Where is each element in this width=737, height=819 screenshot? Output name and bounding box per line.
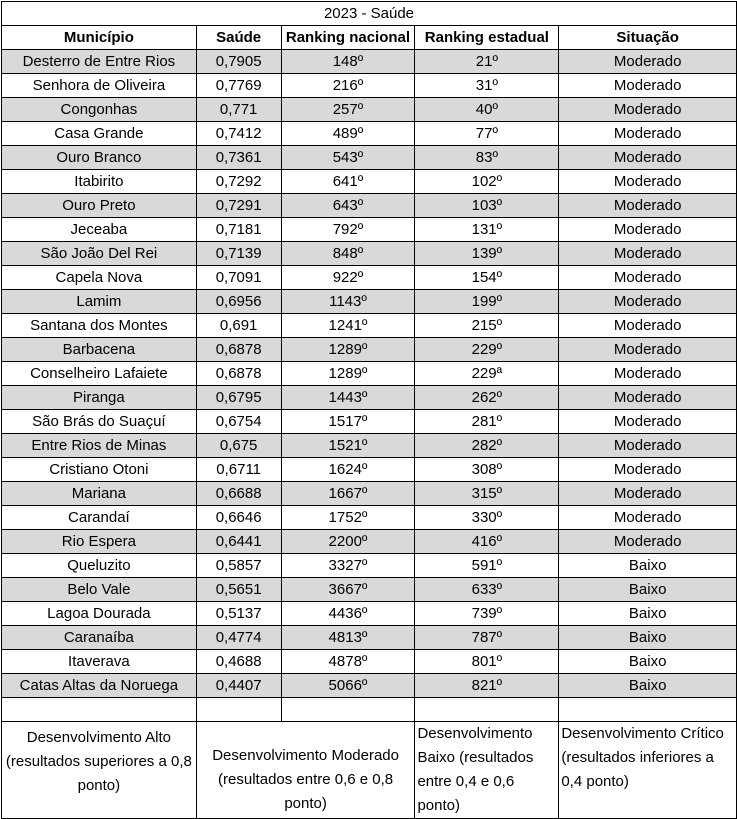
- cell-municipio: Cristiano Otoni: [2, 458, 197, 482]
- cell-ranking-nacional: 1289º: [281, 362, 415, 386]
- cell-ranking-nacional: 1521º: [281, 434, 415, 458]
- cell-ranking-estadual: 416º: [415, 530, 559, 554]
- table-row: [2, 434, 737, 458]
- cell-ranking-nacional: 1143º: [281, 290, 415, 314]
- table-row: [2, 482, 737, 506]
- table-row: [2, 674, 737, 698]
- column-header-saude: Saúde: [196, 26, 281, 50]
- cell-municipio: Belo Vale: [2, 578, 197, 602]
- cell-saude: 0,7181: [196, 218, 281, 242]
- cell-situacao: Moderado: [559, 50, 737, 74]
- table-row: [2, 50, 737, 74]
- cell-situacao: Moderado: [559, 290, 737, 314]
- cell-situacao: Moderado: [559, 410, 737, 434]
- cell-municipio: Itabirito: [2, 170, 197, 194]
- cell-situacao: Moderado: [559, 170, 737, 194]
- cell-ranking-estadual: 308º: [415, 458, 559, 482]
- cell-situacao: Baixo: [559, 554, 737, 578]
- cell-municipio: Piranga: [2, 386, 197, 410]
- cell-ranking-estadual: 102º: [415, 170, 559, 194]
- cell-ranking-estadual: 21º: [415, 50, 559, 74]
- cell-situacao: Moderado: [559, 146, 737, 170]
- table-row: [2, 506, 737, 530]
- cell-ranking-estadual: 77º: [415, 122, 559, 146]
- cell-ranking-estadual: 40º: [415, 98, 559, 122]
- cell-situacao: Baixo: [559, 626, 737, 650]
- table-row: [2, 338, 737, 362]
- cell-municipio: Desterro de Entre Rios: [2, 50, 197, 74]
- legend-moderado: Desenvolvimento Moderado (resultados entre 0,6 e 0,8 ponto): [196, 722, 415, 819]
- cell-saude: 0,4774: [196, 626, 281, 650]
- cell-municipio: Lamim: [2, 290, 197, 314]
- cell-situacao: Moderado: [559, 314, 737, 338]
- column-header-situacao: Situação: [559, 26, 737, 50]
- cell-saude: 0,7412: [196, 122, 281, 146]
- cell-saude: 0,6878: [196, 362, 281, 386]
- cell-municipio: Ouro Preto: [2, 194, 197, 218]
- legend-alto: Desenvolvimento Alto (resultados superiores a 0,8 ponto): [2, 722, 197, 819]
- column-header-municipio: Município: [2, 26, 197, 50]
- cell-ranking-estadual: 229º: [415, 338, 559, 362]
- cell-ranking-estadual: 739º: [415, 602, 559, 626]
- table-row: [2, 362, 737, 386]
- table-row: [2, 170, 737, 194]
- table-row: [2, 314, 737, 338]
- cell-ranking-estadual: 281º: [415, 410, 559, 434]
- legend-critico: Desenvolvimento Crítico (resultados inferiores a 0,4 ponto): [559, 722, 737, 819]
- cell-ranking-nacional: 543º: [281, 146, 415, 170]
- table-row: [2, 578, 737, 602]
- cell-municipio: Itaverava: [2, 650, 197, 674]
- cell-saude: 0,5651: [196, 578, 281, 602]
- cell-situacao: Moderado: [559, 338, 737, 362]
- cell-ranking-estadual: 131º: [415, 218, 559, 242]
- cell-ranking-nacional: 1241º: [281, 314, 415, 338]
- cell-situacao: Moderado: [559, 386, 737, 410]
- blank-cell: [2, 698, 197, 722]
- cell-situacao: Baixo: [559, 650, 737, 674]
- cell-municipio: São Brás do Suaçuí: [2, 410, 197, 434]
- cell-situacao: Moderado: [559, 434, 737, 458]
- table-row: [2, 266, 737, 290]
- table-row: [2, 146, 737, 170]
- cell-saude: 0,7291: [196, 194, 281, 218]
- cell-ranking-nacional: 4813º: [281, 626, 415, 650]
- cell-municipio: Barbacena: [2, 338, 197, 362]
- table-row: [2, 410, 737, 434]
- cell-municipio: Ouro Branco: [2, 146, 197, 170]
- table-row: [2, 194, 737, 218]
- table-title: 2023 - Saúde: [2, 2, 737, 26]
- cell-ranking-estadual: 139º: [415, 242, 559, 266]
- cell-saude: 0,6754: [196, 410, 281, 434]
- cell-situacao: Moderado: [559, 530, 737, 554]
- cell-ranking-nacional: 792º: [281, 218, 415, 242]
- cell-ranking-nacional: 1289º: [281, 338, 415, 362]
- cell-ranking-nacional: 4878º: [281, 650, 415, 674]
- blank-cell: [415, 698, 559, 722]
- cell-municipio: Entre Rios de Minas: [2, 434, 197, 458]
- cell-situacao: Baixo: [559, 578, 737, 602]
- cell-municipio: Casa Grande: [2, 122, 197, 146]
- cell-saude: 0,6441: [196, 530, 281, 554]
- cell-municipio: Mariana: [2, 482, 197, 506]
- table-row: [2, 98, 737, 122]
- cell-ranking-nacional: 1667º: [281, 482, 415, 506]
- cell-saude: 0,6956: [196, 290, 281, 314]
- cell-municipio: Jeceaba: [2, 218, 197, 242]
- cell-ranking-nacional: 5066º: [281, 674, 415, 698]
- table-row: [2, 242, 737, 266]
- cell-situacao: Baixo: [559, 674, 737, 698]
- legend-row: [2, 722, 737, 819]
- cell-municipio: Santana dos Montes: [2, 314, 197, 338]
- cell-saude: 0,4688: [196, 650, 281, 674]
- cell-ranking-nacional: 148º: [281, 50, 415, 74]
- cell-ranking-estadual: 215º: [415, 314, 559, 338]
- cell-municipio: Caranaíba: [2, 626, 197, 650]
- blank-row: [2, 698, 737, 722]
- cell-ranking-nacional: 2200º: [281, 530, 415, 554]
- table-row: [2, 386, 737, 410]
- cell-saude: 0,7139: [196, 242, 281, 266]
- cell-ranking-nacional: 216º: [281, 74, 415, 98]
- cell-saude: 0,6646: [196, 506, 281, 530]
- cell-saude: 0,5137: [196, 602, 281, 626]
- legend-baixo: Desenvolvimento Baixo (resultados entre 0,4 e 0,6 ponto): [415, 722, 559, 819]
- cell-ranking-nacional: 3667º: [281, 578, 415, 602]
- cell-ranking-nacional: 257º: [281, 98, 415, 122]
- cell-situacao: Moderado: [559, 506, 737, 530]
- table-row: [2, 554, 737, 578]
- cell-municipio: Lagoa Dourada: [2, 602, 197, 626]
- cell-ranking-estadual: 154º: [415, 266, 559, 290]
- cell-saude: 0,7091: [196, 266, 281, 290]
- cell-municipio: Queluzito: [2, 554, 197, 578]
- cell-saude: 0,6711: [196, 458, 281, 482]
- cell-ranking-nacional: 641º: [281, 170, 415, 194]
- cell-ranking-nacional: 1752º: [281, 506, 415, 530]
- cell-municipio: Catas Altas da Noruega: [2, 674, 197, 698]
- cell-saude: 0,771: [196, 98, 281, 122]
- cell-saude: 0,5857: [196, 554, 281, 578]
- cell-ranking-estadual: 83º: [415, 146, 559, 170]
- cell-saude: 0,7361: [196, 146, 281, 170]
- cell-ranking-nacional: 1624º: [281, 458, 415, 482]
- cell-situacao: Moderado: [559, 458, 737, 482]
- cell-situacao: Moderado: [559, 98, 737, 122]
- cell-saude: 0,6688: [196, 482, 281, 506]
- cell-ranking-nacional: 922º: [281, 266, 415, 290]
- cell-situacao: Moderado: [559, 122, 737, 146]
- cell-municipio: São João Del Rei: [2, 242, 197, 266]
- cell-ranking-estadual: 229ª: [415, 362, 559, 386]
- cell-saude: 0,7292: [196, 170, 281, 194]
- cell-ranking-estadual: 282º: [415, 434, 559, 458]
- cell-ranking-nacional: 1443º: [281, 386, 415, 410]
- cell-saude: 0,4407: [196, 674, 281, 698]
- cell-ranking-estadual: 801º: [415, 650, 559, 674]
- table-row: [2, 290, 737, 314]
- table-row: [2, 602, 737, 626]
- blank-cell: [559, 698, 737, 722]
- cell-ranking-estadual: 591º: [415, 554, 559, 578]
- cell-ranking-estadual: 633º: [415, 578, 559, 602]
- cell-saude: 0,7769: [196, 74, 281, 98]
- cell-ranking-estadual: 787º: [415, 626, 559, 650]
- cell-municipio: Senhora de Oliveira: [2, 74, 197, 98]
- cell-municipio: Capela Nova: [2, 266, 197, 290]
- cell-ranking-estadual: 199º: [415, 290, 559, 314]
- blank-cell: [196, 698, 281, 722]
- cell-situacao: Moderado: [559, 242, 737, 266]
- cell-ranking-estadual: 262º: [415, 386, 559, 410]
- cell-situacao: Moderado: [559, 362, 737, 386]
- cell-situacao: Moderado: [559, 482, 737, 506]
- cell-ranking-estadual: 821º: [415, 674, 559, 698]
- cell-ranking-nacional: 1517º: [281, 410, 415, 434]
- table-row: [2, 218, 737, 242]
- cell-situacao: Moderado: [559, 218, 737, 242]
- table-row: [2, 626, 737, 650]
- cell-saude: 0,6795: [196, 386, 281, 410]
- cell-situacao: Moderado: [559, 74, 737, 98]
- table-row: [2, 650, 737, 674]
- table-row: [2, 74, 737, 98]
- column-header-ranking-estadual: Ranking estadual: [415, 26, 559, 50]
- cell-ranking-estadual: 31º: [415, 74, 559, 98]
- cell-ranking-estadual: 103º: [415, 194, 559, 218]
- cell-municipio: Rio Espera: [2, 530, 197, 554]
- cell-ranking-nacional: 4436º: [281, 602, 415, 626]
- cell-municipio: Conselheiro Lafaiete: [2, 362, 197, 386]
- cell-municipio: Congonhas: [2, 98, 197, 122]
- cell-saude: 0,675: [196, 434, 281, 458]
- cell-municipio: Carandaí: [2, 506, 197, 530]
- cell-ranking-nacional: 3327º: [281, 554, 415, 578]
- cell-ranking-nacional: 489º: [281, 122, 415, 146]
- cell-situacao: Moderado: [559, 266, 737, 290]
- table-row: [2, 458, 737, 482]
- column-header-ranking-nacional: Ranking nacional: [281, 26, 415, 50]
- blank-cell: [281, 698, 415, 722]
- cell-saude: 0,691: [196, 314, 281, 338]
- cell-ranking-nacional: 643º: [281, 194, 415, 218]
- cell-ranking-nacional: 848º: [281, 242, 415, 266]
- table-row: [2, 122, 737, 146]
- cell-ranking-estadual: 315º: [415, 482, 559, 506]
- cell-saude: 0,7905: [196, 50, 281, 74]
- cell-saude: 0,6878: [196, 338, 281, 362]
- cell-situacao: Baixo: [559, 602, 737, 626]
- cell-ranking-estadual: 330º: [415, 506, 559, 530]
- health-ranking-table: [1, 1, 737, 819]
- cell-situacao: Moderado: [559, 194, 737, 218]
- table-row: [2, 530, 737, 554]
